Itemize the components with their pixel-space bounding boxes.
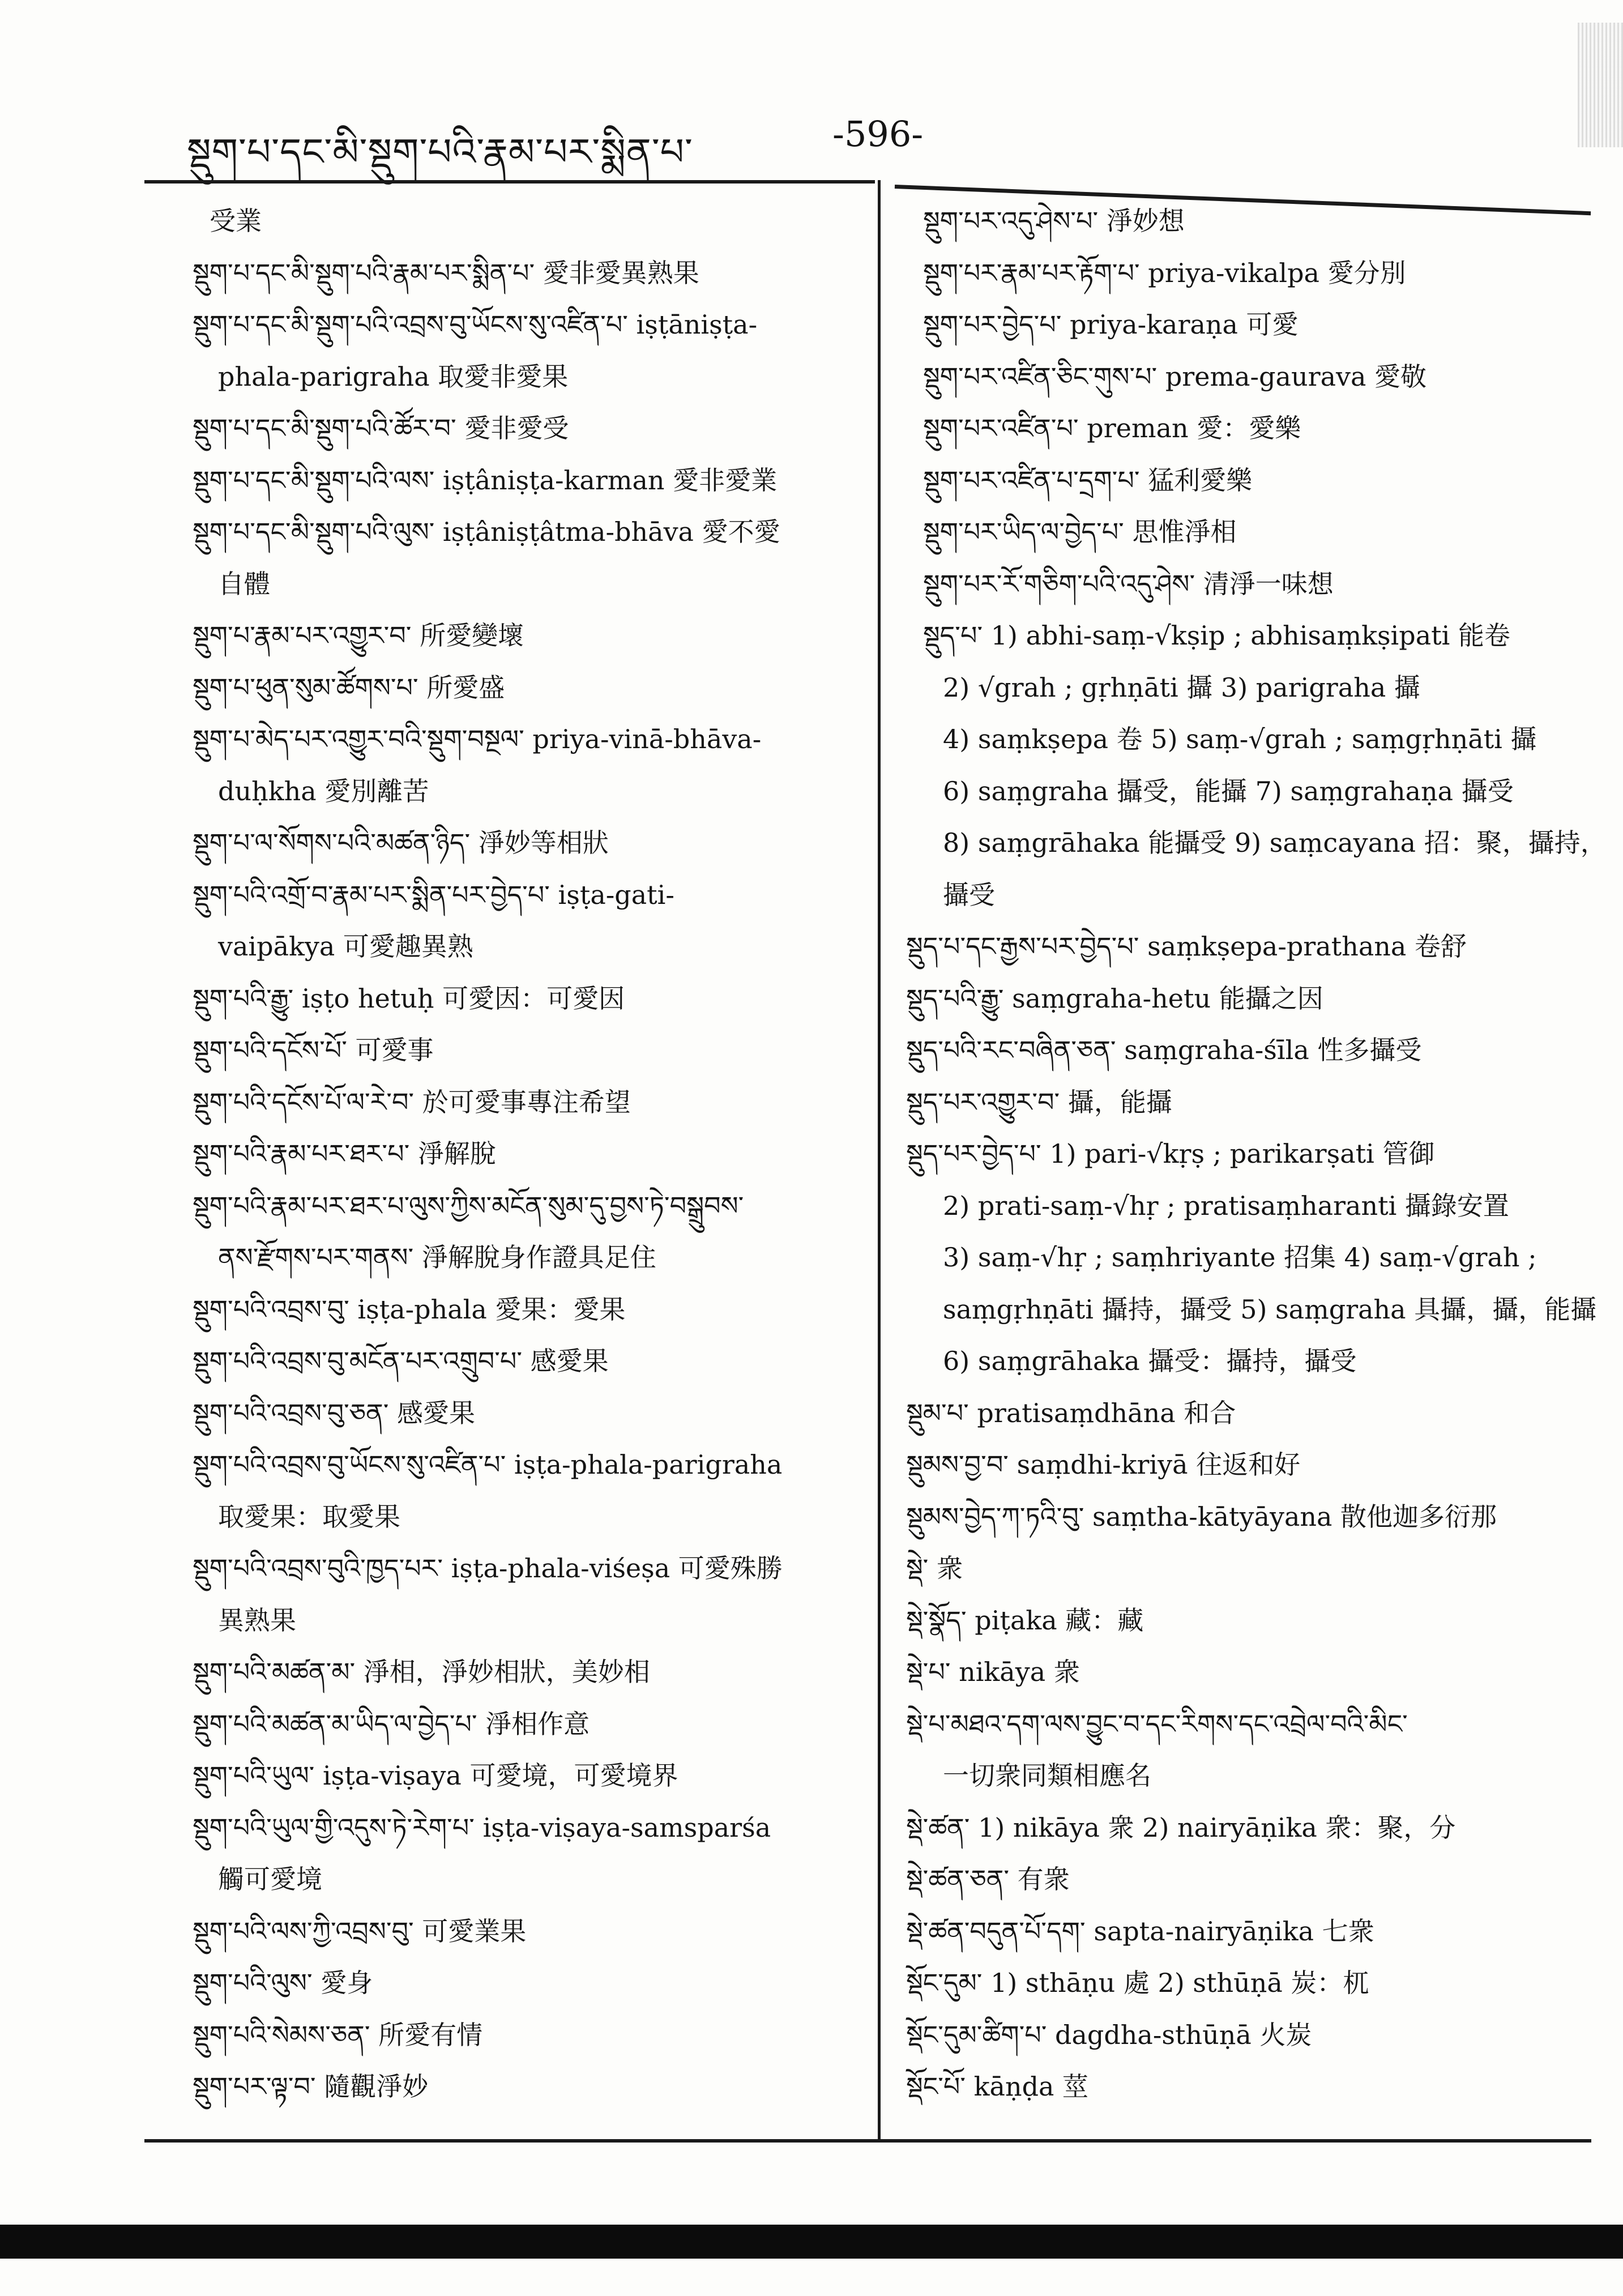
entry-line: སྡུག་པ་ཕུན་སུམ་ཚོགས་པ་ 所愛盛 — [193, 672, 505, 703]
entry-line: སྡེ་ཚན་བདུན་པོ་དག་ sapta-nairyāṇika 七衆 — [906, 1915, 1374, 1947]
entry-line: སྡུམ་པ་ pratisaṃdhāna 和合 — [906, 1397, 1236, 1428]
entry-line: སྡུག་པར་འཛིན་པ་དྲག་པ་ 猛利愛樂 — [923, 464, 1253, 496]
entry-line: སྡེ་ཚན་ 1) nikāya 衆 2) nairyāṇika 衆：聚，分 — [906, 1812, 1456, 1843]
entry-line: 4) saṃkṣepa 卷 5) saṃ-√grah ; saṃgṛhṇāti 攝 — [943, 724, 1537, 754]
entry-line: phala-parigraha 取愛非愛果 — [218, 361, 569, 392]
entry-line: 2) √grah ; gṛhṇāti 攝 3) parigraha 攝 — [943, 672, 1420, 703]
entry-line: 取愛果：取愛果 — [218, 1501, 400, 1532]
entry-line: སྡུད་པར་འགྱུར་བ་ 攝，能攝 — [906, 1086, 1172, 1117]
entry-line: སྡེ་ 衆 — [906, 1553, 963, 1584]
entry-line: སྡུག་པའི་འབྲས་བུ་ཅན་ 感愛果 — [193, 1397, 476, 1428]
entry-line: སྡུག་པའི་མཚན་མ་ཡིད་ལ་བྱེད་པ་ 淨相作意 — [193, 1708, 590, 1739]
entry-line: སྡུག་པའི་འབྲས་བུ་མངོན་པར་འགྲུབ་པ་ 感愛果 — [193, 1346, 609, 1376]
entry-line: སྡུག་པའི་མཚན་མ་ 淨相，淨妙相狀，美妙相 — [193, 1657, 650, 1687]
entry-line: saṃgṛhṇāti 攝持，攝受 5) saṃgraha 具攝，攝，能攝 — [943, 1294, 1597, 1325]
entry-line: སྡུག་པར་བྱེད་པ་ priya-karaṇa 可愛 — [923, 309, 1299, 340]
entry-line: 自體 — [218, 568, 270, 599]
bottom-rule — [144, 2139, 1591, 2143]
entry-line: 受業 — [210, 206, 262, 236]
entry-line: སྡུད་པ་དང་རྒྱས་པར་བྱེད་པ་ saṃkṣepa-prathana 卷舒 — [906, 931, 1467, 962]
entry-line: སྡུད་པའི་རང་བཞིན་ཅན་ saṃgraha-śīla 性多攝受 — [906, 1035, 1422, 1065]
entry-line: སྡེ་པ་ nikāya 衆 — [906, 1657, 1080, 1687]
entry-line: སྡུག་པའི་འགྲོ་བ་རྣམ་པར་སྨིན་པར་བྱེད་པ་ iṣṭa-gati- — [193, 879, 674, 910]
entry-line: སྡུག་པ་རྣམ་པར་འགྱུར་བ་ 所愛變壞 — [193, 620, 524, 651]
entry-line: སྡུག་པ་དང་མི་སྡུག་པའི་ལས་ iṣṭâniṣṭa-karman 愛非愛業 — [193, 464, 778, 496]
entry-line: སྡེ་པ་མཐའ་དག་ལས་བྱུང་བ་དང་རིགས་དང་འབྲེལ་བའི་མིང་ — [906, 1708, 1408, 1739]
entry-line: སྡུག་པར་ཡིད་ལ་བྱེད་པ་ 思惟淨相 — [923, 517, 1237, 547]
entry-line: སྡུག་པའི་རྣམ་པར་ཐར་པ་ལུས་ཀྱིས་མངོན་སུམ་དུ་བྱས་ཏེ་བསྒྲུབས་ — [193, 1190, 744, 1221]
entry-line: སྡུག་པའི་ཡུལ་ iṣṭa-viṣaya 可愛境，可愛境界 — [193, 1760, 678, 1791]
page-number: -596- — [832, 113, 924, 155]
entry-line: སྡུག་པའི་ལས་ཀྱི་འབྲས་བུ་ 可愛業果 — [193, 1915, 527, 1947]
entry-line: སྡུག་པའི་འབྲས་བུའི་ཁྱད་པར་ iṣṭa-phala-viśeṣa 可愛殊勝 — [193, 1553, 783, 1584]
entry-line: སྡུམས་བྱེད་ཀ་ཏའི་བུ་ saṃtha-kātyāyana 散他迦多衍那 — [906, 1501, 1497, 1532]
entry-line: སྡུག་པའི་རྒྱུ་ iṣṭo hetuḥ 可愛因：可愛因 — [193, 983, 625, 1014]
entry-line: 6) saṃgraha 攝受，能攝 7) saṃgrahaṇa 攝受 — [943, 775, 1514, 806]
entry-line: duḥkha 愛別離苦 — [218, 775, 429, 806]
entry-line: སྡུག་པར་འཛིན་ཅིང་གུས་པ་ prema-gaurava 愛敬 — [923, 361, 1427, 392]
entry-line: ནས་རྫོགས་པར་གནས་ 淨解脫身作證具足住 — [218, 1242, 656, 1273]
entry-line: སྡོང་དུམ་ 1) sthāṇu 處 2) sthūṇā 炭：杌 — [906, 1968, 1369, 1998]
left-column — [193, 195, 849, 2113]
entry-line: སྡུག་པ་ལ་སོགས་པའི་མཚན་ཉིད་ 淨妙等相狀 — [193, 827, 609, 858]
entry-line: སྡུད་པར་བྱེད་པ་ 1) pari-√kṛṣ ; parikarṣati 管御 — [906, 1138, 1435, 1169]
entry-line: 觸可愛境 — [218, 1864, 322, 1894]
entry-line: སྡུམས་བྱ་བ་ saṃdhi-kriyā 往返和好 — [906, 1449, 1301, 1480]
entry-line: སྡུག་པར་རྣམ་པར་རྟོག་པ་ priya-vikalpa 愛分別 — [923, 257, 1406, 288]
entry-line: སྡུག་པའི་འབྲས་བུ་ iṣṭa-phala 愛果：愛果 — [193, 1294, 626, 1325]
entry-line: སྡུག་པའི་ཡུལ་གྱི་འདུས་ཏེ་རེག་པ་ iṣṭa-viṣaya-samsparśa — [193, 1812, 771, 1843]
entry-line: 6) saṃgrāhaka 攝受：攝持，攝受 — [943, 1346, 1357, 1376]
entry-line: སྡུག་པ་མེད་པར་འགྱུར་བའི་སྡུག་བསྔལ་ priya-vinā-bhāva- — [193, 724, 762, 754]
entry-line: སྡུག་པ་དང་མི་སྡུག་པའི་ཚོར་བ་ 愛非愛受 — [193, 413, 569, 443]
entry-line: 攝受 — [943, 879, 995, 910]
entry-line: སྡུག་པར་ལྟ་བ་ 隨觀淨妙 — [193, 2071, 429, 2102]
entry-line: 8) saṃgrāhaka 能攝受 9) saṃcayana 招：聚，攝持， — [943, 827, 1607, 858]
scan-bottom-band — [0, 2225, 1623, 2259]
entry-line: སྡུག་པའི་འབྲས་བུ་ཡོངས་སུ་འཛིན་པ་ iṣṭa-phala-parigraha — [193, 1449, 783, 1480]
entry-line: སྡུག་པ་དང་མི་སྡུག་པའི་ལུས་ iṣṭâniṣṭâtma-bhāva 愛不愛 — [193, 517, 780, 547]
entry-line: སྡུག་པར་རོ་གཅིག་པའི་འདུ་ཤེས་ 清淨一味想 — [923, 568, 1334, 599]
entry-line: སྡུད་པ་ 1) abhi-saṃ-√kṣip ; abhisaṃkṣipati 能卷 — [923, 620, 1510, 651]
entry-line: སྡུག་པའི་ལུས་ 愛身 — [193, 1968, 373, 1998]
entry-line: སྡུད་པའི་རྒྱུ་ saṃgraha-hetu 能攝之因 — [906, 983, 1323, 1014]
entry-line: སྡུག་པར་འཛིན་པ་ preman 愛：愛樂 — [923, 413, 1301, 443]
entry-line: སྡོང་པོ་ kāṇḍa 莖 — [906, 2071, 1089, 2102]
entry-line: སྡུག་པའི་རྣམ་པར་ཐར་པ་ 淨解脫 — [193, 1138, 496, 1169]
top-rule-left — [144, 180, 875, 183]
column-divider — [878, 180, 881, 2140]
entry-line: སྡུག་པའི་དངོས་པོ་ 可愛事 — [193, 1035, 434, 1065]
entry-line: vaipākya 可愛趣異熟 — [218, 931, 473, 962]
header-title: སྡུག་པ་དང་མི་སྡུག་པའི་རྣམ་པར་སྨིན་པ་ — [187, 130, 693, 174]
entry-line: སྡུག་པ་དང་མི་སྡུག་པའི་རྣམ་པར་སྨིན་པ་ 愛非愛異熟果 — [193, 257, 699, 288]
entry-line: 2) prati-saṃ-√hṛ ; pratisaṃharanti 攝錄安置 — [943, 1190, 1509, 1221]
entry-line: སྡུག་པར་འདུ་ཤེས་པ་ 淨妙想 — [923, 206, 1185, 236]
entry-line: 3) saṃ-√hṛ ; saṃhriyante 招集 4) saṃ-√grah ; — [943, 1242, 1537, 1273]
entry-line: 異熟果 — [218, 1604, 296, 1636]
entry-line: སྡོང་དུམ་ཚིག་པ་ dagdha-sthūṇā 火炭 — [906, 2019, 1312, 2050]
right-column — [906, 195, 1607, 2113]
entry-line: 一切衆同類相應名 — [943, 1760, 1151, 1791]
entry-line: སྡེ་སྣོད་ piṭaka 藏：藏 — [906, 1604, 1144, 1636]
entry-line: སྡེ་ཚན་ཅན་ 有衆 — [906, 1864, 1070, 1894]
entry-line: སྡུག་པ་དང་མི་སྡུག་པའི་འབྲས་བུ་ཡོངས་སུ་འཛིན་པ་ iṣṭāniṣṭa- — [193, 309, 758, 340]
entry-line: སྡུག་པའི་དངོས་པོ་ལ་རེ་བ་ 於可愛事專注希望 — [193, 1086, 631, 1117]
scan-edge-noise — [1578, 23, 1623, 147]
entry-line: སྡུག་པའི་སེམས་ཅན་ 所愛有情 — [193, 2019, 483, 2050]
